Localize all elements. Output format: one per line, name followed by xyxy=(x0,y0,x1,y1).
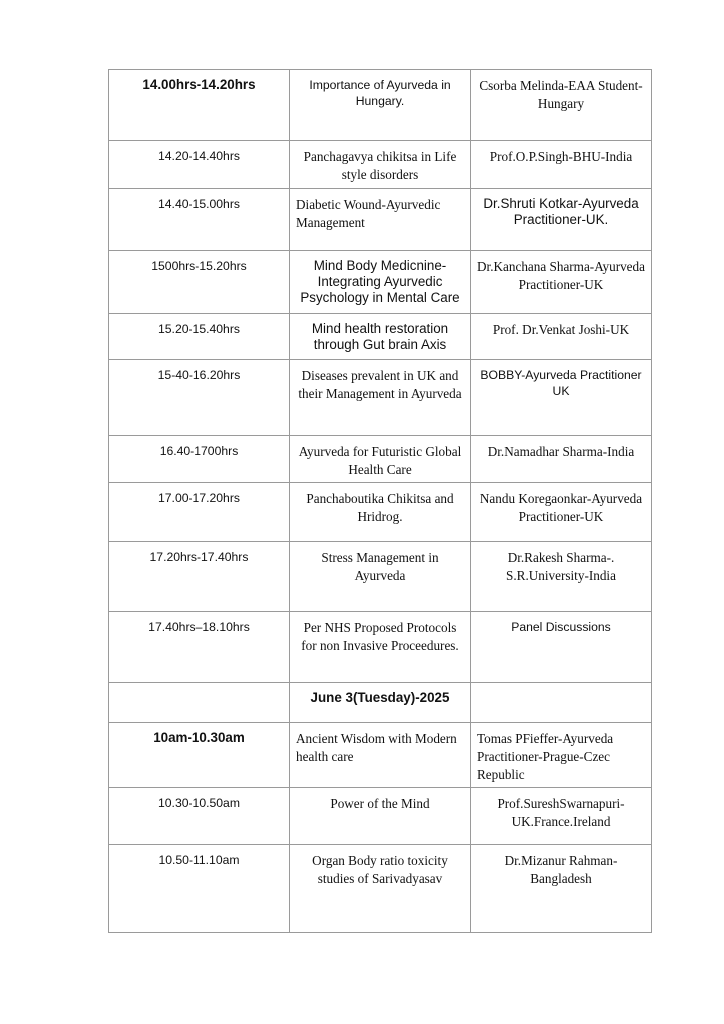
time-cell: 10.50-11.10am xyxy=(109,845,290,933)
table-row xyxy=(109,70,652,141)
speaker-cell: Csorba Melinda-EAA Student-Hungary xyxy=(471,70,652,141)
time-cell: 10.30-10.50am xyxy=(109,788,290,845)
table-row xyxy=(109,845,652,933)
time-cell: 15.20-15.40hrs xyxy=(109,314,290,360)
time-cell: 14.40-15.00hrs xyxy=(109,189,290,251)
table-row xyxy=(109,612,652,683)
empty-cell xyxy=(109,683,290,723)
speaker-cell: Nandu Koregaonkar-Ayurveda Practitioner-UK xyxy=(471,483,652,542)
speaker-cell: Prof. Dr.Venkat Joshi-UK xyxy=(471,314,652,360)
speaker-cell: BOBBY-Ayurveda Practitioner UK xyxy=(471,360,652,436)
speaker-cell: Prof.O.P.Singh-BHU-India xyxy=(471,141,652,189)
topic-cell: Diabetic Wound-Ayurvedic Management xyxy=(290,189,471,251)
speaker-cell: Dr.Rakesh Sharma-. S.R.University-India xyxy=(471,542,652,612)
table-row xyxy=(109,788,652,845)
time-cell: 15-40-16.20hrs xyxy=(109,360,290,436)
topic-cell: Ancient Wisdom with Modern health care xyxy=(290,723,471,788)
time-cell: 16.40-1700hrs xyxy=(109,436,290,483)
topic-cell: Organ Body ratio toxicity studies of Sarivadyasav xyxy=(290,845,471,933)
speaker-cell: Tomas PFieffer-Ayurveda Practitioner-Prague-Czec Republic xyxy=(471,723,652,788)
time-cell: 1500hrs-15.20hrs xyxy=(109,251,290,314)
topic-cell: Power of the Mind xyxy=(290,788,471,845)
time-cell: 14.20-14.40hrs xyxy=(109,141,290,189)
topic-cell: Diseases prevalent in UK and their Management in Ayurveda xyxy=(290,360,471,436)
topic-cell: Mind health restoration through Gut brain Axis xyxy=(290,314,471,360)
topic-cell: Per NHS Proposed Protocols for non Invasive Proceedures. xyxy=(290,612,471,683)
day-header-row xyxy=(109,683,652,723)
table-row xyxy=(109,314,652,360)
speaker-cell: Panel Discussions xyxy=(471,612,652,683)
table-row xyxy=(109,141,652,189)
time-cell: 17.20hrs-17.40hrs xyxy=(109,542,290,612)
table-row xyxy=(109,189,652,251)
speaker-cell: Prof.SureshSwarnapuri-UK.France.Ireland xyxy=(471,788,652,845)
empty-cell xyxy=(471,683,652,723)
table-row xyxy=(109,251,652,314)
table-row xyxy=(109,436,652,483)
topic-cell: Importance of Ayurveda in Hungary. xyxy=(290,70,471,141)
speaker-cell: Dr.Shruti Kotkar-Ayurveda Practitioner-UK. xyxy=(471,189,652,251)
speaker-cell: Dr.Namadhar Sharma-India xyxy=(471,436,652,483)
topic-cell: Panchaboutika Chikitsa and Hridrog. xyxy=(290,483,471,542)
table-row xyxy=(109,360,652,436)
topic-cell: Stress Management in Ayurveda xyxy=(290,542,471,612)
day-header: June 3(Tuesday)-2025 xyxy=(290,683,471,723)
schedule-table xyxy=(108,69,652,933)
topic-cell: Panchagavya chikitsa in Life style disorders xyxy=(290,141,471,189)
table-row xyxy=(109,542,652,612)
table-row xyxy=(109,723,652,788)
time-cell: 10am-10.30am xyxy=(109,723,290,788)
time-cell: 14.00hrs-14.20hrs xyxy=(109,70,290,141)
speaker-cell: Dr.Kanchana Sharma-Ayurveda Practitioner-UK xyxy=(471,251,652,314)
time-cell: 17.40hrs–18.10hrs xyxy=(109,612,290,683)
topic-cell: Ayurveda for Futuristic Global Health Care xyxy=(290,436,471,483)
schedule-page xyxy=(108,69,652,933)
topic-cell: Mind Body Medicnine-Integrating Ayurvedic Psychology in Mental Care xyxy=(290,251,471,314)
time-cell: 17.00-17.20hrs xyxy=(109,483,290,542)
table-row xyxy=(109,483,652,542)
speaker-cell: Dr.Mizanur Rahman-Bangladesh xyxy=(471,845,652,933)
